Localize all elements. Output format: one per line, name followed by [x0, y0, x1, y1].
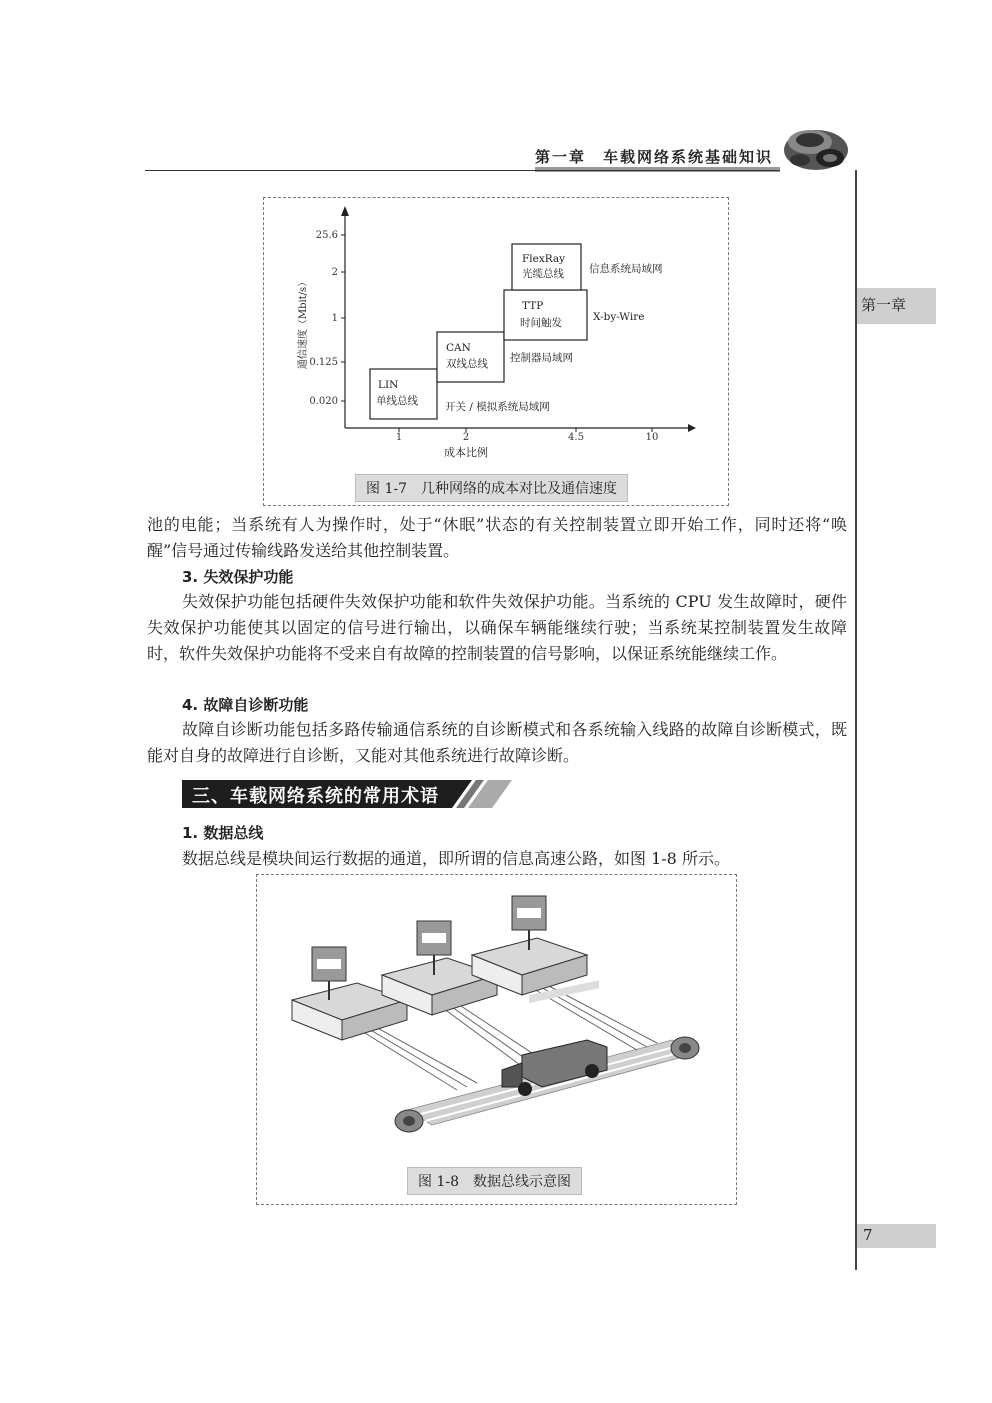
bus-end-terminal-left	[395, 1110, 423, 1132]
figure-1-8-caption: 图 1-8 数据总线示意图	[407, 1167, 582, 1195]
data-bus-illustration	[257, 875, 735, 1160]
can-box	[437, 332, 504, 382]
ttp-box-subtitle: 时间触发	[520, 317, 562, 329]
flexray-box	[512, 244, 581, 290]
y-tick-label: 2	[331, 267, 338, 278]
paragraph-self-diagnosis: 故障自诊断功能包括多路传输通信系统的自诊断模式和各系统输入线路的故障自诊断模式，既能对自身的故障进行自诊断，又能对其他系统进行故障诊断。	[147, 720, 847, 765]
ttp-box-title: TTP	[522, 300, 544, 312]
flexray-box-title: FlexRay	[522, 253, 566, 265]
paragraph-data-bus: 数据总线是模块间运行数据的通道，即所谓的信息高速公路，如图 1-8 所示。	[182, 849, 730, 868]
x-axis-label: 成本比例	[444, 446, 488, 459]
header-speaker-icon	[778, 120, 850, 175]
x-tick-label: 2	[462, 432, 470, 443]
y-tick-label: 0.125	[309, 357, 338, 368]
heading-fail-safe: 3. 失效保护功能	[182, 568, 294, 586]
section-title: 三、车载网络系统的常用术语	[192, 786, 439, 807]
side-rule	[855, 170, 857, 1270]
paragraph-fail-safe: 失效保护功能包括硬件失效保护功能和软件失效保护功能。当系统的 CPU 发生故障时，硬件失效保护功能使其以固定的信号进行输出，以确保车辆能继续行驶；当系统某控制装置发生故障时，软件失效保护功能将不受来自有故障的控制装置的信号影响，以保证系统能继续工作。	[147, 592, 847, 663]
page-number: 7	[857, 1224, 936, 1248]
lin-side-label: 开关 / 模拟系统局域网	[445, 401, 550, 413]
y-tick-label: 0.020	[309, 396, 338, 407]
lin-box-subtitle: 单线总线	[376, 395, 418, 407]
figure-1-7-caption: 图 1-7 几种网络的成本对比及通信速度	[355, 474, 628, 502]
flexray-box-subtitle: 光缆总线	[522, 268, 564, 280]
heading-self-diagnosis: 4. 故障自诊断功能	[182, 696, 309, 714]
lin-box-title: LIN	[378, 379, 399, 391]
flexray-side-label: 信息系统局域网	[589, 263, 663, 275]
x-tick-label: 4.5	[568, 432, 584, 443]
x-axis-arrow	[688, 424, 696, 432]
can-box-subtitle: 双线总线	[446, 358, 488, 370]
header-rule	[145, 170, 780, 171]
ttp-box	[504, 290, 587, 340]
y-axis-arrow	[341, 206, 349, 216]
can-side-label: 控制器局域网	[510, 352, 573, 364]
y-tick-label: 1	[331, 313, 338, 324]
side-tab-chapter: 第一章	[857, 288, 936, 324]
x-tick-label: 1	[395, 432, 403, 443]
y-tick-label: 25.6	[315, 230, 338, 241]
bus-end-terminal-right	[671, 1037, 699, 1059]
lin-box	[370, 369, 437, 419]
x-tick-label: 10	[645, 432, 659, 443]
y-axis-label: 通信速度（Mbit/s）	[298, 276, 309, 370]
chapter-header-title: 第一章 车载网络系统基础知识	[535, 148, 774, 166]
paragraph-wakeup: 池的电能；当系统有人为操作时，处于“休眠”状态的有关控制装置立即开始工作，同时还将“唤醒”信号通过传输线路发送给其他控制装置。	[147, 515, 847, 560]
cost-speed-diagram	[264, 198, 728, 468]
can-box-title: CAN	[446, 342, 471, 354]
heading-data-bus: 1. 数据总线	[182, 824, 264, 842]
ttp-side-label: X-by-Wire	[593, 311, 645, 323]
